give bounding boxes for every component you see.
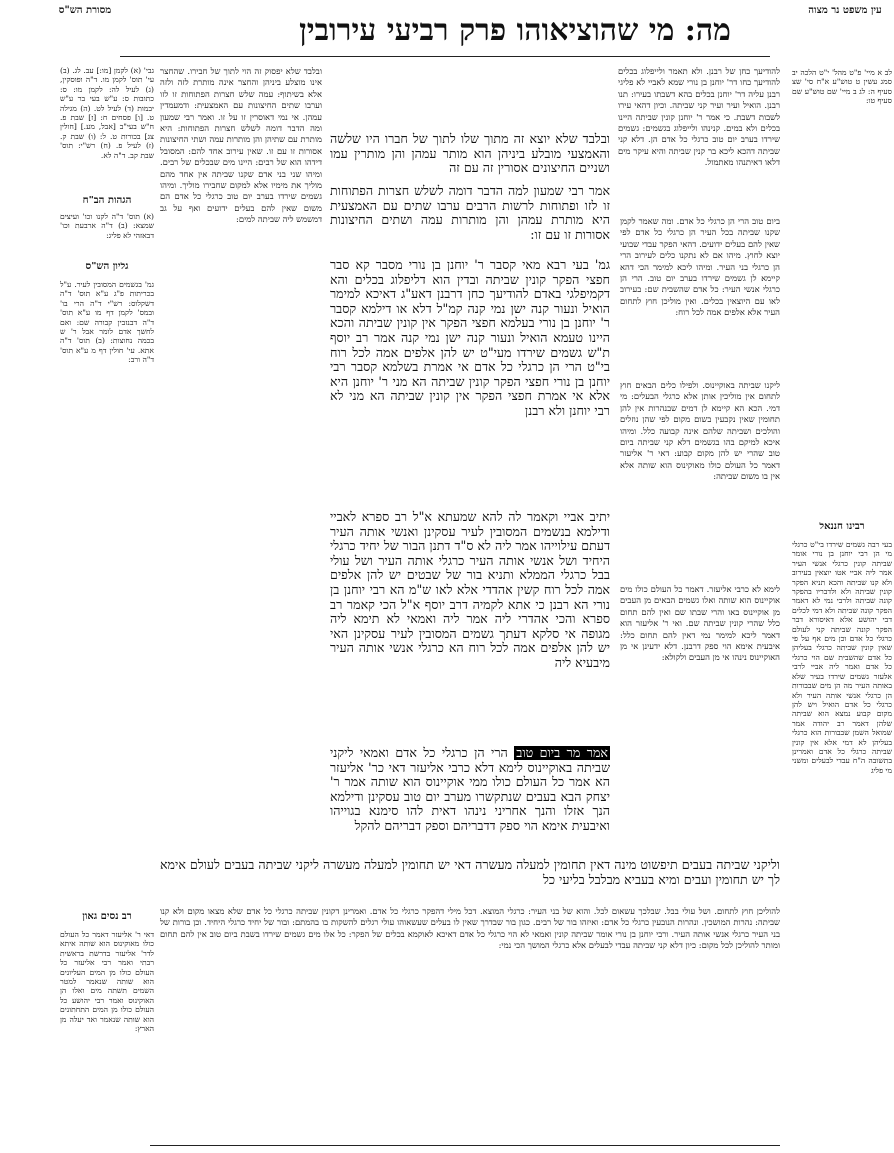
gilyon-hashas-heading: גליון הש"ס xyxy=(85,262,129,272)
ein-mishpat-text: לב א מיי' פ"ט מהל' י"ט הלכה יב סמג עשין ט טוש"ע א"ח סי' שצ סעיף ה: לג ב מיי' שם טוש"ע שם סעיף טו: xyxy=(792,68,892,106)
gemara-text-5-body: הרי הן כרגלי כל אדם ואמאי ליקני שביתה באוקיינוס לימא דלא כרבי אליעזר דאי כר' אליעזר הא אמר כל העולם כולו ממי אוקיינוס הוא שותה אמר ר' יצחק הבא בעבים שנתקשרו מערב יום טוב עסקינן ודילמא הנך אזלו והנך אחריני נינהו דאית להו סימנא בגוייהו ואיבעית אימא הוי ספק דדבריהם וספק דבריהם להקל xyxy=(330,746,610,833)
commentary-column-outer-top: להודיעך כחן של רבנן. ולא תאמר ולייפלוג בכלים להודיעך כחו דר' יוחנן בן נורי שמא לאביי לא פליגי רבנן עליה דר' יוחנן בכלים בהא דשבתו בעירו: תנו רבנן. הואיל ועיר ועיר קני שביתה. וכיון דהאי עירו לשבות דשבת. כי אמר ר' יוחנן קונין שביתה היינו בכלים ולא במים. קנינהו ולייפלוג בגשמים: גשמים שירדו בערב יום טוב כרגלי כל אדם הן. דלא קני שביתה דהכא ליכא בר קנין שביתה והיא עיקר מים דלאו דאיתנהו מאתמול. xyxy=(618,66,780,168)
rabbeinu-chananel-text: בעי רבה גשמים שירדו בי"ט כרגלי מי הן רבי יוחנן בן נורי אומר שביתה קונין כרגלי אנשי העיר אמר ליה אביי אטו יוצאין בעירוב ולא קנו שביתה והכא תניא הפקר קונין שביתה ולא ולדבריו בהפקר קונה שביתה ולרבי נמי לא דאמר הפקר קונה שביתה ולא דמי לכלים דבי יהושע אלא דאיסורא דבר הפקר קונה שביתה קני לעולם כרגלי כל אדם וכן מים אף על פי שאין קונין שביתה כרגלי בעליהן כל אדם שהשבית שם הוי כרגלי כל אדם ואמר ליה אביי לרבי אלעזר גשמים שירדו בעיר שלא באותה העיר מה הן מים שבבורות הן כרגלי אנשי אותה העיר ולא כרגלי כל אדם הואיל ויש להן מקום קבוע נמצא הוא שביתה שלהן דאמר רב יהודה אמר שמואל השמן שבבורות הוא כרגלי בעליהן לא דמי אלא אין קונין שביתה כרגלי כל אדם ואמרינן בתשובה ה"ח עבדי לבעלים ומשני מי פליג xyxy=(792,540,892,775)
gemara-bottom-line: וליקני שביתה בעבים תיפשוט מינה דאין תחומין למעלה מעשרה דאי יש תחומין למעלה מעשרה ליקני שביתה בעבים לעולם אימא לך יש תחומין ועבים ומיא בעביא מבלבל בליעי כל xyxy=(160,858,780,887)
masoret-hashas-label: מסורת הש"ס xyxy=(58,5,112,16)
masoret-hashas-text: גבי' (א) לקמן [מו:] עב. לג. (ב) עי' תוס' לקמן מו. ד"ה ופוסקין, (ג) לעיל לה: לקמן מו: ס: כתובות ס: ע"ש בעי בר ע"ש יבמות (ד) לעיל לט. (ה) מגילה ט. [ו] פסחים ח: [ז] שבת פ. ח"ש בעי"ב [אבל, מע.] [חולין צג] בכורות ט. ל: (ו) שבת ק. (ז) לעיל פ. (ח) רש"י: תוס' שבת קב. ד"ה לא. xyxy=(60,66,154,160)
rabbeinu-chananel-heading: רבינו חננאל xyxy=(819,522,865,532)
gemara-text-5 xyxy=(330,746,610,854)
commentary-bottom-band: להוליכן חוץ לתחום. ושל עולי בבל. שבלכך עשאום לכל. והוא של בני העיר: כרגלי המוצא. דכל מילי דהפקר כרגלי כל אדם. ואמרינן דקונין שביתה כרגלי כל אדם שלא מצאו מקום ולא קנו שביתה: נהרות המושכין. ונהרות הנובעין כרגלי כל אדם: ואיזהו בור של רבים. כגון בור שבדרך שאין לו בעלים שעשאוהו עולי רגלים להשקות בו בהמתם: ובור של יחיד כרגלי היחיד. וכן בורות של בני העיר כרגלי אנשי אותה העיר. ורבי יוחנן בן נורי אומר שביתה קונין ואמאי לא הוי כרגלי כל אדם דאיכא לאוקמא בכלים של הפקר: כל אלו מים גשמים שירדו בשבת ביום טוב אין להם תחום ומותר להוליכן לכל מקום: כיון דלא קני שביתה עבדי לבעלים אלא כרגלי המושך הכי נמי: xyxy=(160,906,780,951)
gemara-text-1: ובלבד שלא יוצא זה מתוך שלו לתוך של חברו היו שלשה והאמצעי מובלע ביניהן הוא מותר עמהן והן מותרין עמו ושניים החיצונים אסורין זה עם זה xyxy=(330,132,610,176)
commentary-column-outer-3: לימא לא כרבי אליעזר. דאמר כל העולם כולו מים אוקיינוס הוא שותה ואלו גשמים הבאים מן העבים מן אוקיינוס באו והרי שבתו שם ואין להם תחום כלל שהרי קונין שביתה שם. ואי ר' אליעזר הוא דאמר ליכא למימר נמי דאין להם תחום כלל: איבעית אימא הוי ספק דרבנן. דלא ידעינן אי מן האוקיינוס נינהו אי מן העבים ולקולא: xyxy=(620,584,780,663)
ein-mishpat-label: עין משפט נר מצוה xyxy=(808,5,882,16)
bottom-rule xyxy=(150,1145,780,1146)
gemara-text-3: גמ' בעי רבא מאי קסבר ר' יוחנן בן נורי מסבר קא סבר חפצי הפקר קונין שביתה ובדין הוא דליפלוג בכלים והא דקמיפלגי באדם להודיעך כחן דרבנן דאע"ג דאיכא למימר הואיל ונעור קנה ישן נמי קנה קמ"ל דלא או דילמא קסבר ר' יוחנן בן נורי בעלמא חפצי הפקר אין קונין שביתה והכא היינו טעמא הואיל ונעור קנה ישן נמי קנה אמר רב יוסף ת"ש גשמים שירדו מעי"ט יש להן אלפים אמה לכל רוח בי"ט הרי הן כרגלי כל אדם אי אמרת בשלמא קסבר רבי יוחנן בן נורי חפצי הפקר קונין שביתה הא מני ר' יוחנן היא אלא אי אמרת חפצי הפקר אין קונין שביתה הא מני לא רבי יוחנן ולא רבנן xyxy=(330,258,610,418)
highlighted-phrase: אמר מר ביום טוב xyxy=(516,746,608,760)
rashi-inner-column: ובלבד שלא יפסוק זה הוי לתוך של חבירו. שהחצר אינו מוצלע ביניהן והחצר אינה מותרת לזה ולזה אלא בשיתוף: עמה שלש חצרות הפתוחות זו לזו וערבו שתים החיצונות עם האמצעית: ודמעמדין עמהן. אי נמי דאוסרין זו על זו. ואמר רבי שמעון ומה הדבר דומה לשלש חצרות הפתוחות: היא מותרת עם שתיהן והן מותרות עמה ושתי החיצונות אסורות זו עם זו. שאין עירוב אחד להם: המסובל דידהו הוא של רבים: היינו מים שבכלים של רבים. ומיהו שני בני אדם שקנו שביתה אין אחד מהם מוליך את מימיו אלא למקום שחבירו מוליך. ומיהו גשמים שירדו בערב יום טוב כרגלי כל אדם הם משום שאין להם בעלים ידועים ואף על גב דמשמש ליה שביתה למים: xyxy=(160,66,322,225)
commentary-column-outer-1: ביום טוב הרי הן כרגלי כל אדם. ומה שאמר לקמן שקנו שביתה בכל העיר הן כרגלי כל אדם לפי שאין להם בעלים ידועים. דהאי הפקר עבדי שבועי יוצא לחוץ. מיהו אם לא נתקנו כלים לעירוב הרי הן כרגלי בני העיר. ומיהו ליכא למימר הכי דהא קיימא לן גשמים שירדו בערב יום טוב. הרי הן כרגלי אנשי העיר: כל אדם שהשבית שם: בעירוב לאו עם היוצאין בכלים. ואין מוליכן חוץ לתחום העיר אלא אלפים אמה לכל רוח: xyxy=(620,216,780,318)
gemara-text-2: אמר רבי שמעון למה הדבר דומה לשלש חצרות הפתוחות זו לזו ופתוחות לרשות הרבים ערבו שתים עם האמצעית היא מותרת עמהן והן מותרות עמה ושתים החיצונות אסורות זו עם זו: xyxy=(330,184,610,242)
gilyon-hashas-text: גמ' בגשמים המסובין לעיר. ע"ל בכריתות פ"ג ע"א תוס' ד"ה דשקלוס: רש"י ד"ה הרי בו' ובמס' לקמן דף מו ע"א תוס' ד"ה דבנזבין קבורה שם: ואם לחשך אדם לומר אבל ר' ש בכמה נחוצות: (ב) תוס' ד"ה אתא. עי' חולין דף מ ע"א תוס' ד"ה ורב: xyxy=(60,280,154,365)
header-rule xyxy=(120,56,770,57)
rav-nissim-text: דאי ר' אליעזר דאמר כל העולם כולו מאוקינוס הוא שותה איתא לדר' אליעזר בדרשת בראשית רבתי ואמר רבי אליעזר כל העולם כולו מן המים העליונים הוא שותה שנאמר למטר השמים תשתה מים ואלו הן האוקינוס ואמר רבי יהושע כל העולם כולו מן המים התחתונים הוא שותה שנאמר ואד יעלה מן הארץ: xyxy=(60,930,154,1034)
rav-nissim-heading: רב נסים גאון xyxy=(82,912,132,922)
gemara-text-4: יתיב אביי וקאמר לה להא שמעתא א"ל רב ספרא לאביי ודילמא בנשמים המסובין לעיר עסקינן ואנשי אותה העיר דעתם עילוייהו אמר ליה לא ס"ד דתנן הבור של יחיד כרגלי היחיד ושל אנשי אותה העיר כרגלי אותה העיר ושל עולי בבל כרגלי הממלא ותניא בור של שבטים יש להן אלפים אמה לכל רוח קשין אהדדי אלא לאו ש"מ הא רבי יוחנן בן נורי הא רבנן כי אתא לקמיה דרב יוסף א"ל הכי קאמר רב ספרא והכי אהדרי ליה אמר ליה ואמאי לא תימא ליה מגופה אי סלקא דעתך גשמים המסובין לעיר עסקינן האי יש להן אלפים אמה לכל רוח הא כרגלי אנשי אותה העיר מיבעיא ליה xyxy=(330,510,610,670)
haghot-habach-text: (א) תוס' ד"ה לקנו וכו' ועיצים שמצא: (ב) ד"ה ארבעת וכו' דבאזהי לא פליג: xyxy=(60,212,154,240)
page-title: מה: מי שהוציאוהו פרק רביעי עירובין xyxy=(299,13,731,48)
commentary-column-outer-2: ליקנו שביתה באוקיינוס. ולפילו כלים הבאים חוץ לתחום אין מוליכין אותן אלא כרגלי הבעלים: מי דמי. הכא הא קיימא לן דמים שבנהרות אין להן תחומין שאין נקבעין בשום מקום לפי שהן נוזלים והולכים ושביתה שלהם אינה קבועה כלל. ומיהו איכא למיקם בהו בגשמים דלא קני שביתה ביום טוב שהרי יש להן מקום קבוע: דאי ר' אליעזר דאמר כל העולם כולו מאוקינוס הוא שותה אלא אין בו משום שביתה: xyxy=(620,380,780,482)
haghot-habach-heading: הגהות הב"ח xyxy=(82,196,132,206)
